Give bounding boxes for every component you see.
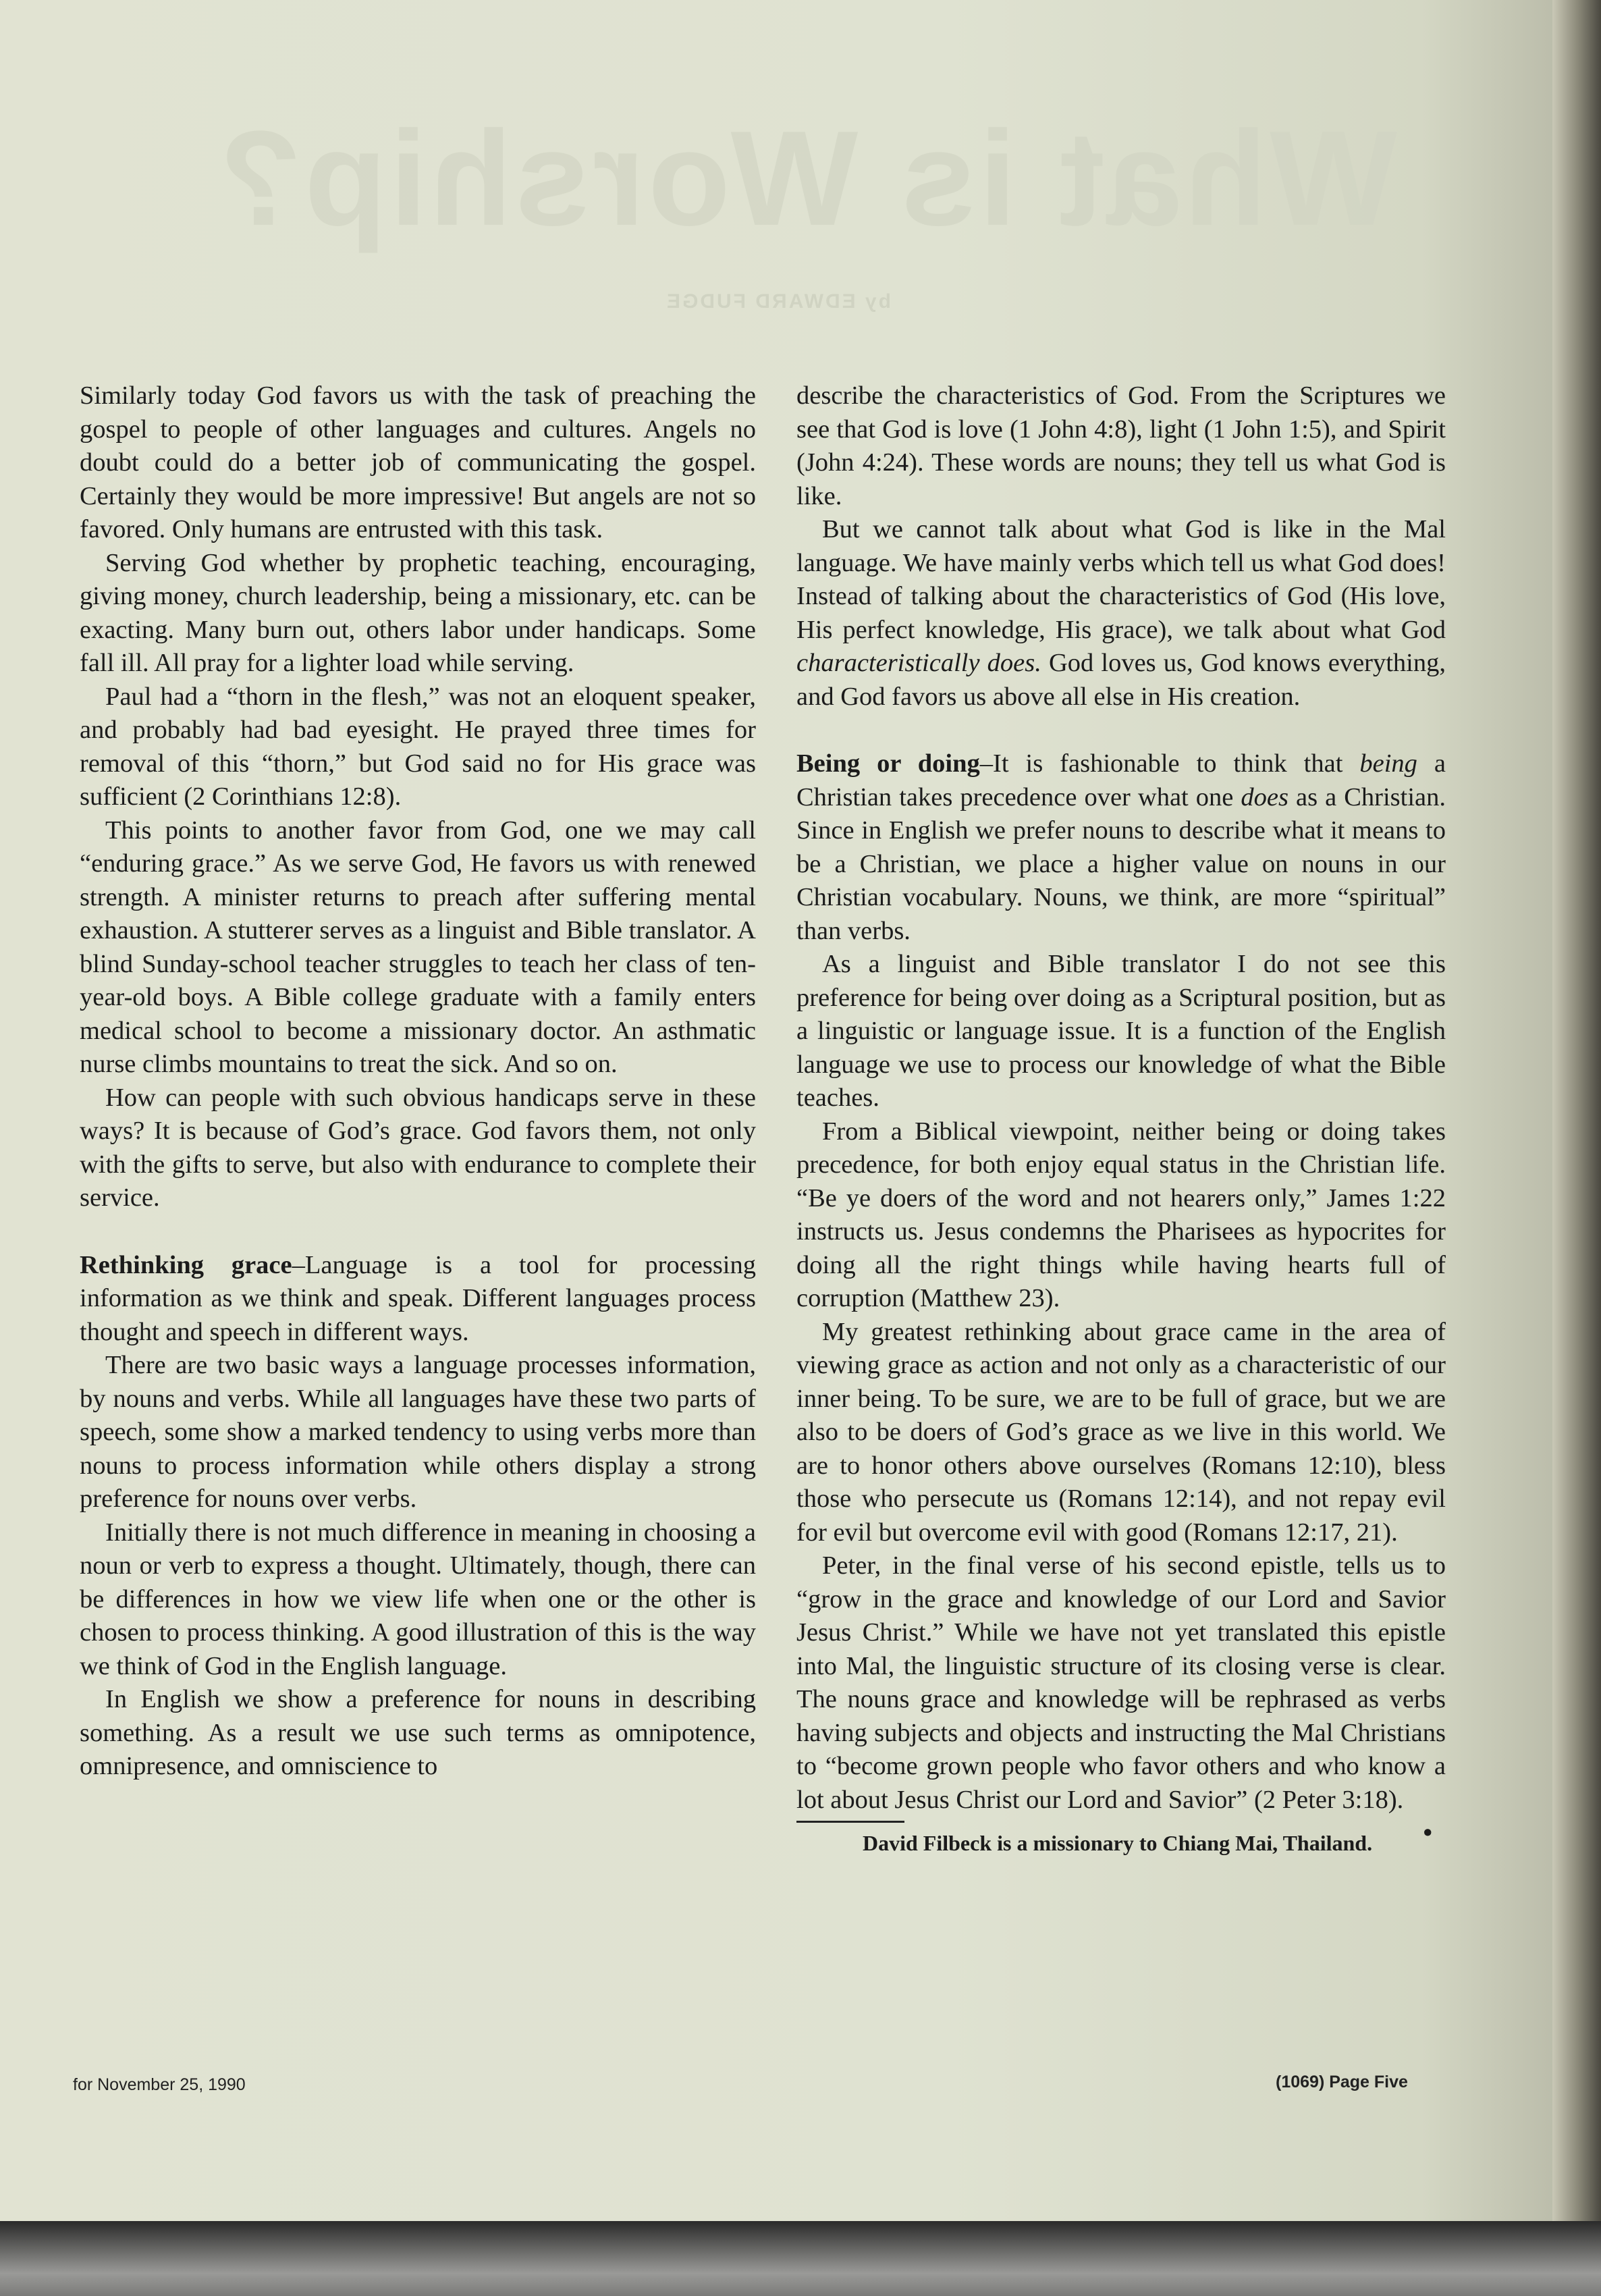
- paragraph-text: –Language is a tool for processing information as we think and speak. Different languages process thought and speech in different ways.: [80, 1250, 756, 1346]
- emphasis-text: being: [1359, 749, 1417, 778]
- paragraph: From a Biblical viewpoint, neither being or doing takes precedence, for both enjoy equal status in the Christian life. “Be ye doers of the word and not hearers only,” James 1:22 instructs us. Jesus condemns the Pharisees as hypocrites for doing all the right things while having hearts full of corruption (Matthew 23).: [796, 1117, 1446, 1312]
- paragraph: As a linguist and Bible translator I do not see this preference for being over doing as a Scriptural position, but as a linguistic or language issue. It is a function of the English language we use to process our knowledge of what the Bible teaches.: [796, 950, 1446, 1112]
- paragraph: describe the characteristics of God. From the Scriptures we see that God is love (1 John 4:8), light (1 John 1:5), and Spirit (John 4:24). These words are nouns; they tell us what God is like.: [796, 381, 1446, 510]
- paragraph: [796, 513, 1446, 714]
- footer-date: for November 25, 1990: [73, 2075, 246, 2094]
- author-note: David Filbeck is a missionary to Chiang Mai, Thailand.: [863, 1831, 1373, 1855]
- paragraph: Paul had a “thorn in the flesh,” was not an eloquent speaker, and probably had bad eyesight. He prayed three times for removal of this “thorn,” but God said no for His grace was sufficient (2 Corinthians 12:8).: [80, 682, 756, 811]
- paragraph: Similarly today God favors us with the task of preaching the gospel to people of other languages and cultures. Angels no doubt could do a better job of communicating the gospel. Certainly they would be more impressive! But angels are not so favored. Only humans are entrusted with this task.: [80, 381, 756, 543]
- bleed-through-byline: by EDWARD FUDGE: [664, 290, 891, 313]
- paragraph-text: –It is fashionable to think that: [979, 749, 1360, 778]
- paragraph-text: But we cannot talk about what God is like in the Mal language. We have mainly verbs which tell us what God does! Instead of talking about the characteristics of God (His love, His perfect knowledge, His grace), we talk about what God: [796, 515, 1446, 644]
- page-edge: [1552, 0, 1601, 2228]
- emphasis-text: characteristically does.: [796, 649, 1041, 677]
- background-surface: [0, 2221, 1601, 2296]
- bleed-through-title: What is Worship?: [216, 103, 1397, 254]
- paragraph-text: God loves us, God knows everything, and God favors us above all else in His creation.: [796, 649, 1446, 711]
- paragraph: In English we show a preference for nouns in describing something. As a result we use such terms as omnipotence, omnipresence, and omniscience to: [80, 1685, 756, 1780]
- section-heading: Being or doing: [796, 749, 980, 778]
- author-note-rule: [796, 1821, 904, 1823]
- paragraph: My greatest rethinking about grace came in the area of viewing grace as action and not only as a characteristic of our inner being. To be sure, we are to be full of grace, but we are also to be doers of God’s grace as we live in this world. We are to honor others above ourselves (Romans 12:10), bless those who persecute us (Romans 12:14), and not repay evil for evil but overcome evil with good (Romans 12:17, 21).: [796, 1317, 1446, 1547]
- paragraph: This points to another favor from God, one we may call “enduring grace.” As we serve God, He favors us with renewed strength. A minister returns to preach after suffering mental exhaustion. A stutterer serves as a linguist and Bible translator. A blind Sunday-school teacher struggles to teach her class of ten-year-old boys. A Bible college graduate with a family enters medical school to become a missionary doctor. An asthmatic nurse climbs mountains to treat the sick. And so on.: [80, 816, 756, 1078]
- paragraph-text: a Christian takes precedence over what one: [796, 749, 1446, 811]
- paragraph: Initially there is not much difference in meaning in choosing a noun or verb to express a thought. Ultimately, though, there can be differences in how we view life when one or the other is chosen to process thinking. A good illustration of this is the way we think of God in the English language.: [80, 1518, 756, 1680]
- paragraph-text: Peter, in the final verse of his second epistle, tells us to “grow in the grace and knowledge of our Lord and Savior Jesus Christ.” While we have not yet translated this epistle into Mal, the linguistic structure of its closing verse is clear. The nouns grace and knowledge will be rephrased as verbs having subjects and objects and instructing the Mal Christians to “become grown people who favor others and who know a lot about Jesus Christ our Lord and Savior” (2 Peter 3:18).: [796, 1551, 1446, 1814]
- paragraph: How can people with such obvious handicaps serve in these ways? It is because of God’s grace. God favors them, not only with the gifts to serve, but also with endurance to complete their service.: [80, 1083, 756, 1212]
- section-heading: Rethinking grace: [80, 1250, 292, 1279]
- end-of-article-mark: •: [1423, 1819, 1432, 1847]
- right-column: [796, 379, 1446, 1857]
- paragraph-with-heading: [80, 1249, 756, 1350]
- paragraph-text: as a Christian. Since in English we prefer nouns to describe what it means to be a Christian, we place a higher value on nouns in our Christian vocabulary. Nouns, we think, are more “spiritual” than verbs.: [796, 782, 1446, 945]
- paragraph: There are two basic ways a language processes information, by nouns and verbs. While all languages have these two parts of speech, some show a marked tendency to using verbs more than nouns to process information while others display a strong preference for nouns over verbs.: [80, 1351, 756, 1513]
- footer-page-number: (1069) Page Five: [1276, 2073, 1408, 2091]
- left-column: [80, 379, 756, 1784]
- emphasis-text: does: [1241, 782, 1288, 811]
- paragraph-with-heading: [796, 747, 1446, 948]
- paragraph: Serving God whether by prophetic teaching, encouraging, giving money, church leadership, being a missionary, etc. can be exacting. Many burn out, others labor under handicaps. Some fall ill. All pray for a lighter load while serving.: [80, 548, 756, 677]
